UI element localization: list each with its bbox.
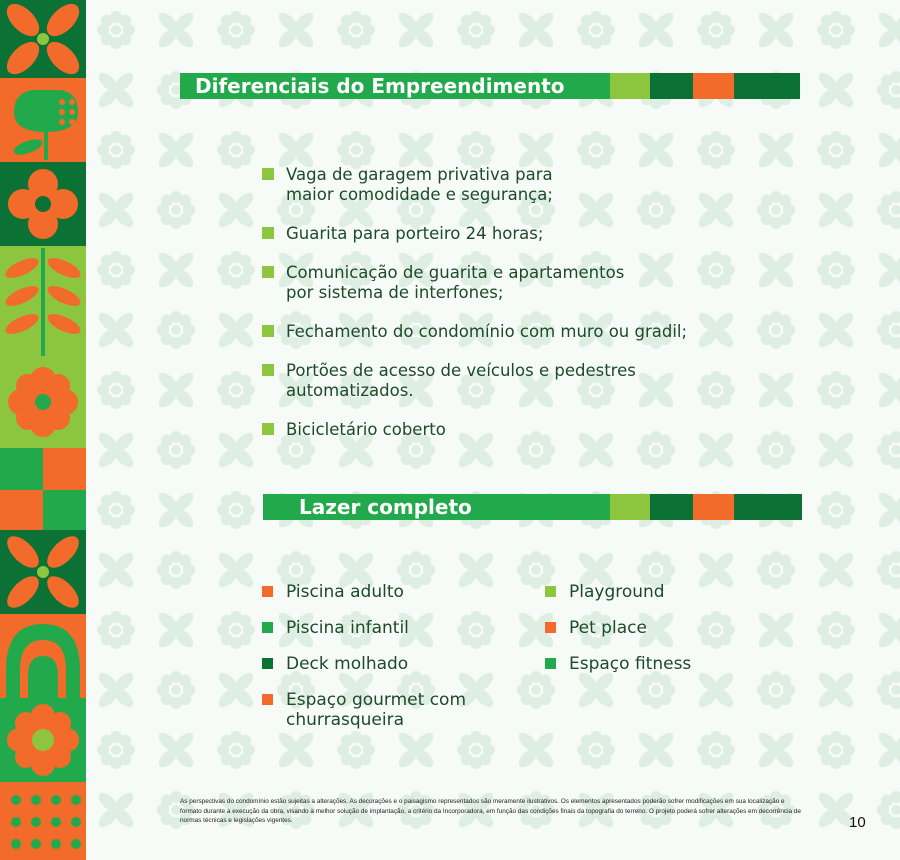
section-heading-diferenciais — [180, 73, 800, 99]
pattern-flower-icon — [877, 71, 900, 109]
pattern-flower-icon — [577, 731, 615, 769]
list-item-text: Comunicação de guarita e apartamentos — [286, 263, 625, 282]
pattern-flower-icon — [635, 729, 676, 770]
bullet-square-icon — [545, 622, 556, 633]
pattern-flower-icon — [457, 11, 495, 49]
list-item-text: Portões de acesso de veículos e pedestres — [286, 361, 636, 380]
leisure-list-right — [545, 582, 795, 690]
list-item — [262, 654, 532, 674]
color-swatch-dark-green — [734, 73, 800, 99]
pattern-flower-icon — [157, 311, 195, 349]
pattern-flower-icon — [157, 551, 195, 589]
pattern-flower-icon — [217, 11, 255, 49]
pattern-flower-icon — [97, 491, 135, 529]
pattern-flower-icon — [155, 129, 196, 170]
pattern-flower-icon — [337, 131, 375, 169]
list-item-text: Piscina infantil — [286, 618, 409, 638]
list-item — [545, 618, 795, 638]
list-item — [262, 582, 532, 602]
pattern-flower-icon — [95, 549, 136, 590]
list-item-text: Vaga de garagem privativa para — [286, 165, 553, 184]
pattern-flower-icon — [875, 129, 900, 170]
list-item-text: maior comodidade e segurança; — [286, 185, 553, 204]
pattern-flower-icon — [457, 131, 495, 169]
pattern-flower-icon — [877, 311, 900, 349]
color-swatch-lime — [610, 494, 650, 520]
pattern-flower-icon — [817, 611, 855, 649]
pattern-flower-icon — [155, 249, 196, 290]
pattern-flower-icon — [577, 11, 615, 49]
bullet-square-icon — [262, 227, 274, 239]
color-swatch-dark-green — [734, 494, 802, 520]
pattern-flower-icon — [217, 251, 255, 289]
pattern-flower-icon — [217, 491, 255, 529]
pattern-flower-icon — [157, 431, 195, 469]
list-item-text: Bicicletário coberto — [286, 420, 446, 439]
list-item-text: Espaço fitness — [569, 654, 692, 674]
pattern-flower-icon — [875, 609, 900, 650]
section-title: Lazer completo — [263, 494, 610, 520]
pattern-flower-icon — [95, 189, 136, 230]
list-item — [262, 690, 532, 730]
pattern-flower-icon — [875, 489, 900, 530]
bullet-square-icon — [262, 423, 274, 435]
pattern-flower-icon — [817, 731, 855, 769]
pattern-flower-icon — [817, 11, 855, 49]
pattern-flower-icon — [155, 609, 196, 650]
pattern-flower-icon — [155, 729, 196, 770]
section-title: Diferenciais do Empreendimento — [180, 73, 610, 99]
list-item — [262, 361, 802, 401]
pattern-flower-icon — [877, 551, 900, 589]
bullet-square-icon — [262, 168, 274, 180]
pattern-flower-icon — [815, 189, 856, 230]
pattern-flower-icon — [395, 9, 436, 50]
pattern-flower-icon — [155, 369, 196, 410]
pattern-flower-icon — [215, 309, 256, 350]
pattern-flower-icon — [95, 69, 136, 110]
pattern-flower-icon — [635, 9, 676, 50]
pattern-flower-icon — [217, 731, 255, 769]
list-item-text: Playground — [569, 582, 665, 602]
pattern-flower-icon — [755, 729, 796, 770]
pattern-flower-icon — [155, 489, 196, 530]
pattern-flower-icon — [815, 309, 856, 350]
leisure-list-left — [262, 582, 532, 746]
pattern-flower-icon — [875, 9, 900, 50]
pattern-flower-icon — [97, 611, 135, 649]
pattern-flower-icon — [97, 11, 135, 49]
pattern-flower-icon — [97, 251, 135, 289]
pattern-flower-icon — [95, 669, 136, 710]
color-swatch-lime — [610, 73, 650, 99]
list-item-text: churrasqueira — [286, 710, 405, 730]
pattern-flower-icon — [817, 131, 855, 169]
list-item — [262, 263, 802, 303]
pattern-flower-icon — [815, 429, 856, 470]
pattern-flower-icon — [215, 549, 256, 590]
list-item-text: Guarita para porteiro 24 horas; — [286, 224, 544, 243]
list-item-text: Piscina adulto — [286, 582, 404, 602]
list-item-text: Espaço gourmet com — [286, 690, 467, 710]
features-list — [262, 165, 802, 459]
pattern-flower-icon — [215, 669, 256, 710]
pattern-flower-icon — [877, 791, 900, 829]
pattern-flower-icon — [337, 11, 375, 49]
pattern-flower-icon — [697, 11, 735, 49]
pattern-flower-icon — [97, 371, 135, 409]
pattern-flower-icon — [817, 371, 855, 409]
pattern-flower-icon — [97, 131, 135, 169]
bullet-square-icon — [262, 694, 273, 705]
page-number: 10 — [849, 814, 866, 831]
pattern-flower-icon — [95, 309, 136, 350]
decorative-sidebar — [0, 0, 86, 860]
list-item-text: Pet place — [569, 618, 647, 638]
color-swatch-dark-green — [650, 494, 693, 520]
bullet-square-icon — [545, 658, 556, 669]
bullet-square-icon — [262, 266, 274, 278]
pattern-flower-icon — [875, 369, 900, 410]
pattern-flower-icon — [817, 251, 855, 289]
pattern-flower-icon — [275, 9, 316, 50]
pattern-flower-icon — [815, 669, 856, 710]
list-item — [262, 420, 802, 440]
bullet-square-icon — [262, 586, 273, 597]
color-swatch-dark-green — [650, 73, 693, 99]
pattern-flower-icon — [217, 371, 255, 409]
pattern-flower-icon — [877, 671, 900, 709]
list-item — [262, 165, 802, 205]
list-item — [262, 322, 802, 342]
color-swatch-orange — [693, 73, 734, 99]
pattern-flower-icon — [815, 549, 856, 590]
list-item — [262, 618, 532, 638]
bullet-square-icon — [262, 622, 273, 633]
pattern-flower-icon — [877, 191, 900, 229]
pattern-flower-icon — [215, 429, 256, 470]
pattern-flower-icon — [815, 69, 856, 110]
list-item-text: Deck molhado — [286, 654, 409, 674]
disclaimer-text: As perspectivas do condomínio estão sujeitas a alterações. As decorações e o paisagismo representados são meramente ilustrativos. Os elementos apresentados poderão sofrer modificações em sua localização e formato durante a execução da obra, visando à melhor solução de implantação, a critério da Incorporadora, em função das condições finais da topografia do terreno. O projeto poderá sofrer alterações em decorrência de normas técnicas e legislações vigentes. — [180, 798, 801, 824]
pattern-flower-icon — [755, 9, 796, 50]
pattern-flower-icon — [217, 611, 255, 649]
pattern-flower-icon — [577, 131, 615, 169]
section-heading-lazer — [263, 494, 802, 520]
list-item — [545, 654, 795, 674]
pattern-flower-icon — [215, 189, 256, 230]
list-item — [545, 582, 795, 602]
pattern-flower-icon — [95, 429, 136, 470]
pattern-flower-icon — [875, 249, 900, 290]
pattern-flower-icon — [157, 671, 195, 709]
pattern-flower-icon — [515, 9, 556, 50]
pattern-flower-icon — [217, 131, 255, 169]
list-item-text: Fechamento do condomínio com muro ou gradil; — [286, 322, 688, 341]
pattern-flower-icon — [97, 731, 135, 769]
pattern-flower-icon — [155, 9, 196, 50]
list-item-text: por sistema de interfones; — [286, 283, 504, 302]
bullet-square-icon — [262, 658, 273, 669]
bullet-square-icon — [262, 325, 274, 337]
pattern-flower-icon — [697, 731, 735, 769]
list-item-text: automatizados. — [286, 381, 414, 400]
pattern-flower-icon — [697, 131, 735, 169]
pattern-flower-icon — [95, 789, 136, 830]
color-swatch-orange — [693, 494, 734, 520]
pattern-flower-icon — [875, 729, 900, 770]
pattern-flower-icon — [157, 191, 195, 229]
list-item — [262, 224, 802, 244]
pattern-flower-icon — [877, 431, 900, 469]
pattern-flower-icon — [817, 491, 855, 529]
bullet-square-icon — [262, 364, 274, 376]
bullet-square-icon — [545, 586, 556, 597]
